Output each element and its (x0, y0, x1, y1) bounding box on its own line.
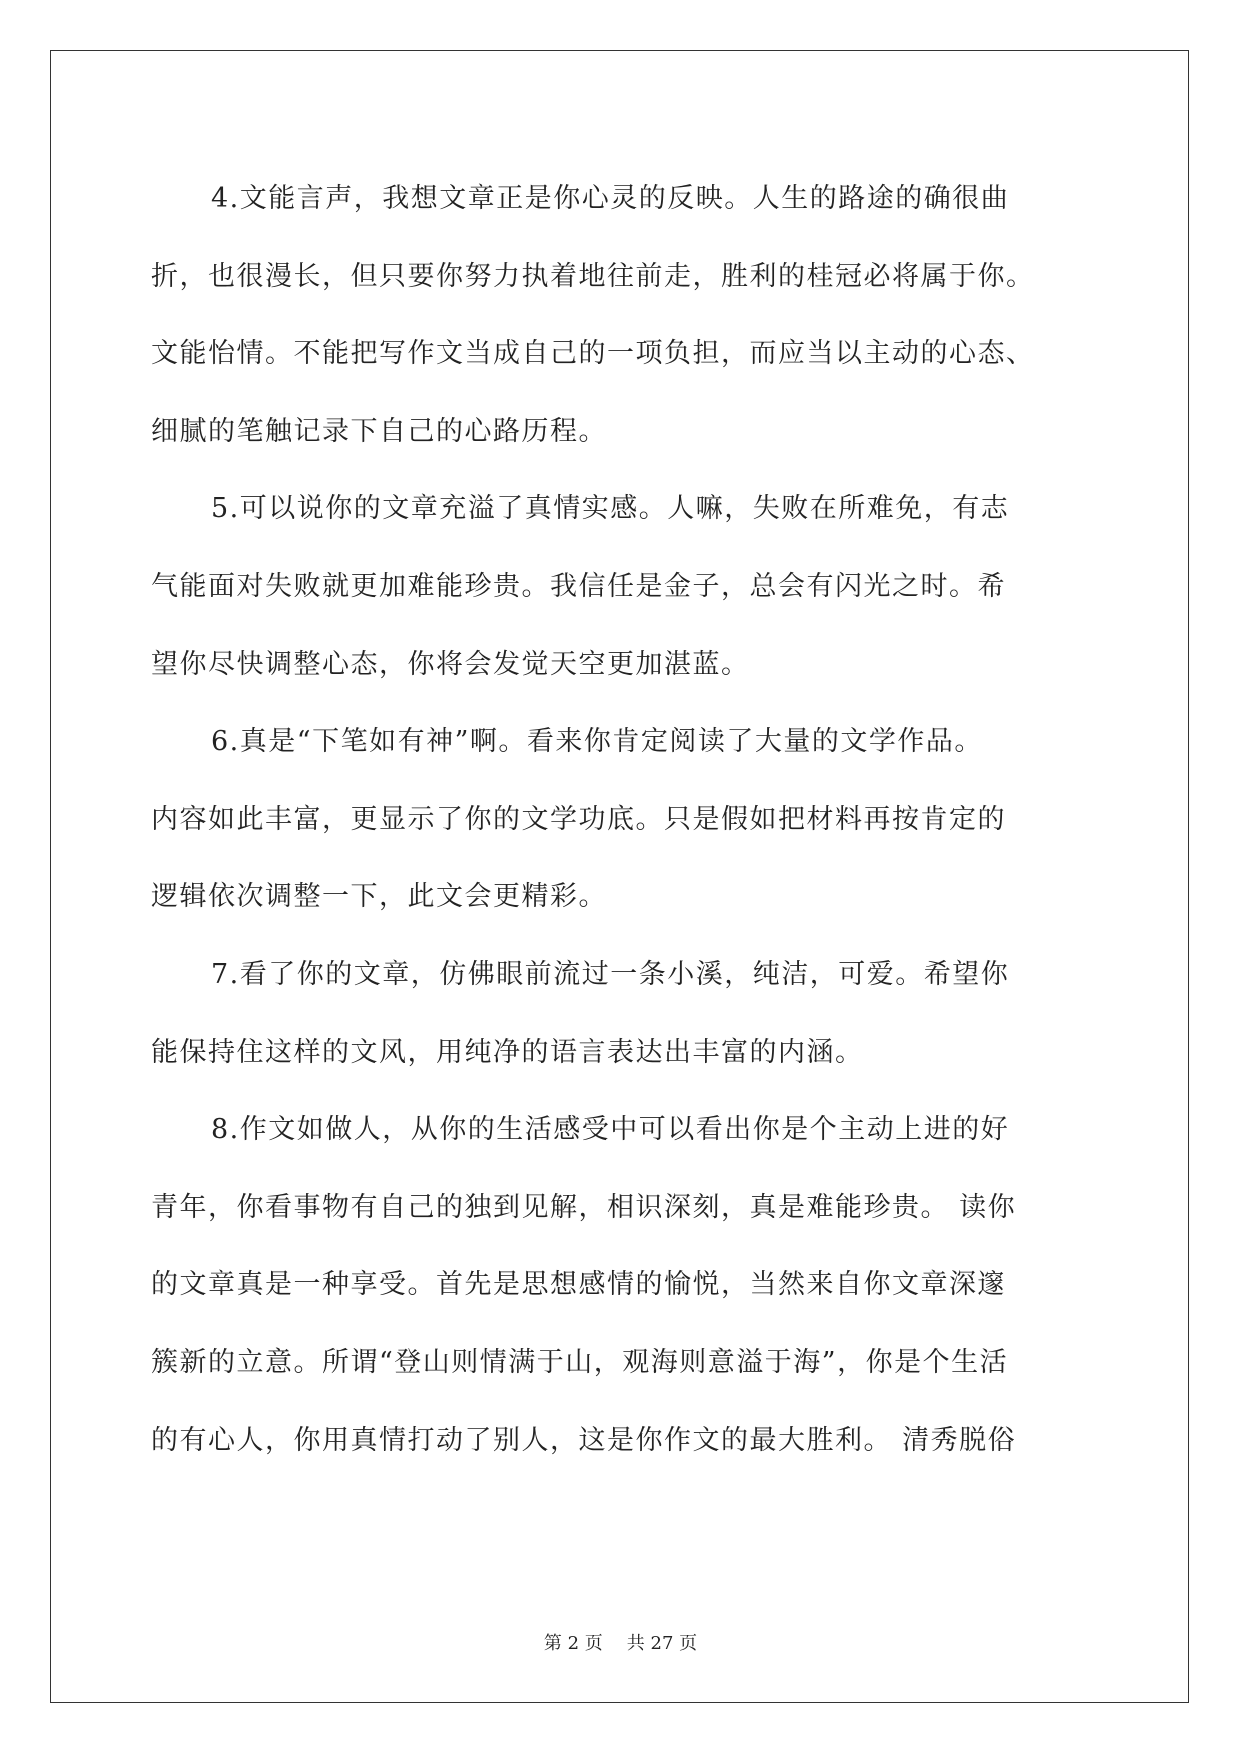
text-line: 的文章真是一种享受。首先是思想感情的愉悦，当然来自你文章深邃 (151, 1269, 1006, 1301)
text-line: 逻辑依次调整一下，此文会更精彩。 (151, 881, 607, 913)
page-footer (0, 1632, 1241, 1656)
text-line: 5.可以说你的文章充溢了真情实感。人嘛，失败在所难免，有志 (211, 493, 1010, 525)
text-line: 8.作文如做人，从你的生活感受中可以看出你是个主动上进的好 (211, 1114, 1010, 1146)
page-total: 共 27 页 (626, 1633, 698, 1654)
text-line: 望你尽快调整心态，你将会发觉天空更加湛蓝。 (151, 648, 750, 680)
page-number: 第 2 页 (543, 1633, 603, 1654)
text-line: 7.看了你的文章，仿佛眼前流过一条小溪，纯洁，可爱。希望你 (211, 958, 1010, 990)
text-line: 簇新的立意。所谓“登山则情满于山，观海则意溢于海”，你是个生活 (151, 1346, 1009, 1378)
text-line: 细腻的笔触记录下自己的心路历程。 (151, 415, 607, 447)
text-line: 青年，你看事物有自己的独到见解，相识深刻，真是难能珍贵。 读你 (151, 1191, 1017, 1223)
text-line: 6.真是“下笔如有神”啊。看来你肯定阅读了大量的文学作品。 (211, 726, 983, 758)
text-line: 文能怡情。不能把写作文当成自己的一项负担，而应当以主动的心态、 (151, 338, 1035, 370)
text-line: 折，也很漫长，但只要你努力执着地往前走，胜利的桂冠必将属于你。 (151, 260, 1035, 292)
text-line: 的有心人，你用真情打动了别人，这是你作文的最大胜利。 清秀脱俗 (151, 1424, 1017, 1456)
text-line: 4.文能言声，我想文章正是你心灵的反映。人生的路途的确很曲 (211, 183, 1010, 214)
document-body (151, 160, 1091, 1479)
text-line: 气能面对失败就更加难能珍贵。我信任是金子，总会有闪光之时。希 (151, 570, 1006, 602)
text-line: 能保持住这样的文风，用纯净的语言表达出丰富的内涵。 (151, 1036, 864, 1068)
text-line: 内容如此丰富，更显示了你的文学功底。只是假如把材料再按肯定的 (151, 803, 1006, 835)
